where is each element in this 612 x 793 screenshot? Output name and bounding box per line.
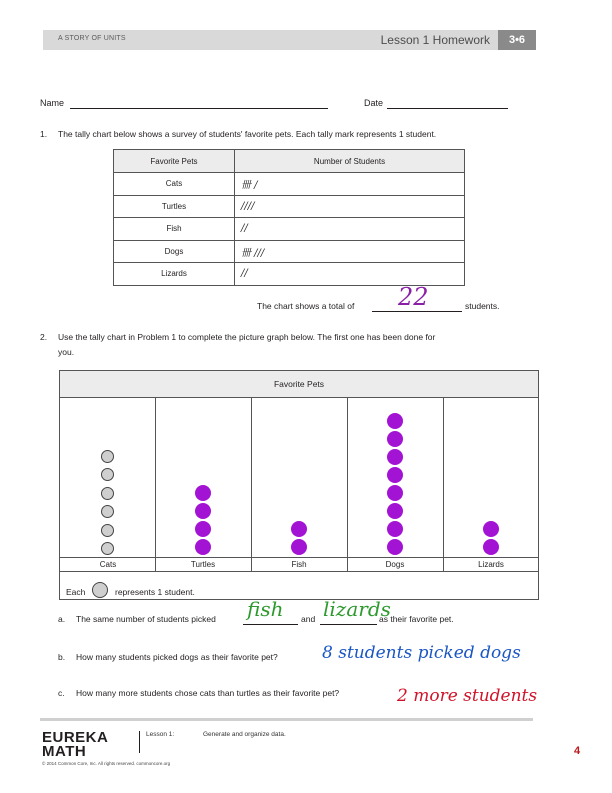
lesson-title: Lesson 1 Homework (380, 33, 490, 47)
graph-dot-dogs (387, 431, 403, 447)
footer-lesson-label: Lesson 1: (146, 731, 175, 738)
tally-table (113, 149, 465, 286)
name-field[interactable] (70, 108, 328, 109)
graph-dot-cats (101, 524, 114, 537)
category-label-cats: Cats (99, 560, 117, 569)
date-label: Date (364, 98, 384, 108)
table-row (114, 195, 465, 218)
q2-text-line1: Use the tally chart in Problem 1 to complete the picture graph below. The first one has been done for (58, 332, 436, 342)
tally-marks: // (235, 218, 465, 241)
category-label-turtles: Turtles (190, 560, 216, 569)
footer-divider (139, 731, 140, 753)
eureka-math-logo (42, 731, 108, 759)
tally-header-pets: Favorite Pets (114, 150, 235, 173)
part-a-blank-2[interactable] (320, 624, 377, 625)
part-b-text: How many students picked dogs as their favorite pet? (76, 652, 278, 662)
graph-dot-dogs (387, 485, 403, 501)
graph-dot-turtles (195, 485, 211, 501)
part-a-suffix: as their favorite pet. (379, 614, 454, 624)
part-b-label: b. (58, 652, 66, 662)
graph-dot-turtles (195, 503, 211, 519)
graph-dot-dogs (387, 467, 403, 483)
total-answer-line[interactable] (372, 311, 462, 312)
category-label-fish: Fish (291, 560, 307, 569)
pet-name: Dogs (114, 240, 235, 263)
q2-number: 2. (40, 332, 48, 342)
series-label: A STORY OF UNITS (58, 35, 126, 42)
pet-name: Cats (114, 173, 235, 196)
tally-marks: 卌 / (235, 173, 465, 196)
graph-dot-fish (291, 521, 307, 537)
logo-line-2: MATH (42, 743, 87, 760)
graph-dot-dogs (387, 413, 403, 429)
graph-dot-fish (291, 539, 307, 555)
part-b-answer: 8 students picked dogs (322, 643, 521, 663)
graph-dot-dogs (387, 449, 403, 465)
tally-marks: // (235, 263, 465, 286)
tally-marks: //// (235, 195, 465, 218)
key-prefix: Each (66, 587, 86, 597)
table-row (114, 240, 465, 263)
graph-dot-cats (101, 468, 114, 481)
part-a-mid: and (301, 614, 316, 624)
column-divider (155, 397, 156, 571)
q2-text-line2: you. (58, 347, 75, 357)
graph-dot-lizards (483, 539, 499, 555)
category-label-lizards: Lizards (478, 560, 504, 569)
lesson-number-badge: 3•6 (498, 30, 536, 50)
key-circle-icon (92, 582, 108, 598)
part-c-text: How many more students chose cats than turtles as their favorite pet? (76, 688, 340, 698)
q1-text: The tally chart below shows a survey of students' favorite pets. Each tally mark represents 1 student. (58, 129, 437, 139)
category-label-dogs: Dogs (385, 560, 405, 569)
graph-dot-cats (101, 542, 114, 555)
part-c-label: c. (58, 688, 65, 698)
footer-rule (40, 718, 533, 721)
logo-line-1: EUREKA (42, 729, 109, 746)
pet-name: Lizards (114, 263, 235, 286)
graph-dot-turtles (195, 539, 211, 555)
tally-header-row (114, 150, 465, 173)
tally-header-students: Number of Students (235, 150, 465, 173)
tally-marks: 卌 /// (235, 240, 465, 263)
key-divider (60, 571, 538, 572)
graph-title: Favorite Pets (60, 371, 538, 398)
part-a-answer-1: fish (247, 597, 284, 621)
column-divider (251, 397, 252, 571)
graph-baseline (60, 557, 538, 558)
q1-number: 1. (40, 129, 48, 139)
part-a-blank-1[interactable] (243, 624, 298, 625)
column-divider (443, 397, 444, 571)
page-number: 4 (574, 745, 581, 757)
key-suffix: represents 1 student. (115, 587, 195, 597)
pet-name: Fish (114, 218, 235, 241)
copyright-text: © 2014 Common Core, Inc. All rights reserved. commoncore.org (42, 761, 171, 766)
part-a-prefix: The same number of students picked (76, 614, 216, 624)
part-a-answer-2: lizards (323, 597, 391, 621)
graph-dot-turtles (195, 521, 211, 537)
column-divider (347, 397, 348, 571)
part-a-label: a. (58, 614, 66, 624)
footer-lesson-title: Generate and organize data. (203, 731, 286, 738)
table-row (114, 263, 465, 286)
pet-name: Turtles (114, 195, 235, 218)
graph-dot-cats (101, 505, 114, 518)
total-prefix: The chart shows a total of (257, 301, 355, 311)
total-answer: 22 (398, 283, 429, 311)
graph-dot-cats (101, 450, 114, 463)
table-row (114, 173, 465, 196)
part-c-answer: 2 more students (397, 686, 538, 706)
graph-dot-lizards (483, 521, 499, 537)
total-suffix: students. (465, 301, 500, 311)
graph-dot-dogs (387, 539, 403, 555)
name-label: Name (40, 98, 65, 108)
date-field[interactable] (387, 108, 508, 109)
graph-dot-cats (101, 487, 114, 500)
table-row (114, 218, 465, 241)
graph-dot-dogs (387, 503, 403, 519)
graph-dot-dogs (387, 521, 403, 537)
